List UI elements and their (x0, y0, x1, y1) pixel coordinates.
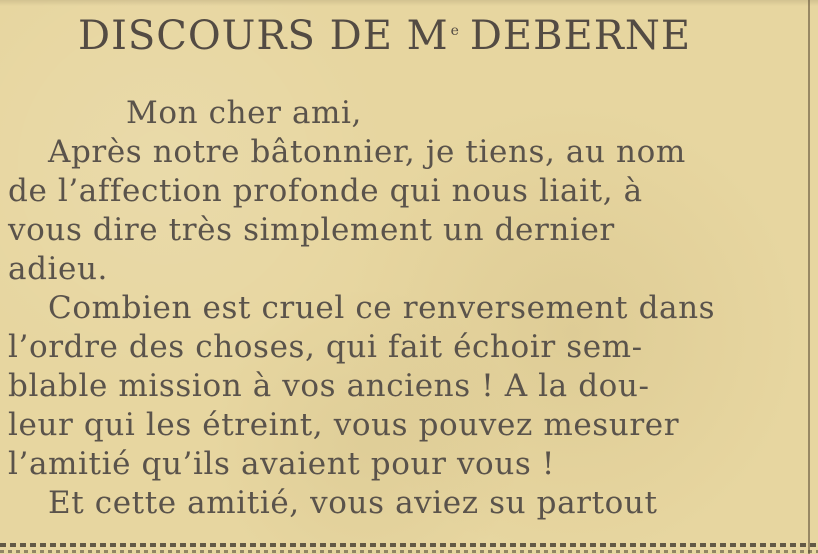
title-superscript: e (450, 23, 460, 39)
article-body (8, 94, 798, 523)
salutation-line: Mon cher ami, (126, 95, 363, 131)
paragraph-line: blable mission à vos anciens ! A la dou- (8, 368, 650, 404)
paragraph-line: l’amitié qu’ils avaient pour vous ! (8, 446, 555, 482)
bottom-border-dashes (0, 543, 818, 547)
title-end: DEBERNE (469, 13, 692, 59)
paragraph-line: adieu. (8, 251, 109, 287)
paragraph-line: Après notre bâtonnier, je tiens, au nom (48, 134, 686, 170)
top-shadow (0, 0, 818, 6)
paragraph-line: de l’affection profonde qui nous liait, à (8, 173, 643, 209)
paragraph-line: vous dire très simplement un dernier (8, 212, 615, 248)
column-rule (808, 0, 810, 554)
paragraph-line: leur qui les étreint, vous pouvez mesurer (8, 407, 680, 443)
title-main: DISCOURS DE M (78, 13, 449, 59)
paragraph-line: Et cette amitié, vous aviez su partout (48, 485, 658, 521)
paragraph-line: l’ordre des choses, qui fait échoir sem- (8, 329, 643, 365)
paragraph-line: Combien est cruel ce renversement dans (48, 290, 716, 326)
article-title (78, 13, 692, 59)
bottom-border-dashes-secondary (0, 550, 818, 553)
